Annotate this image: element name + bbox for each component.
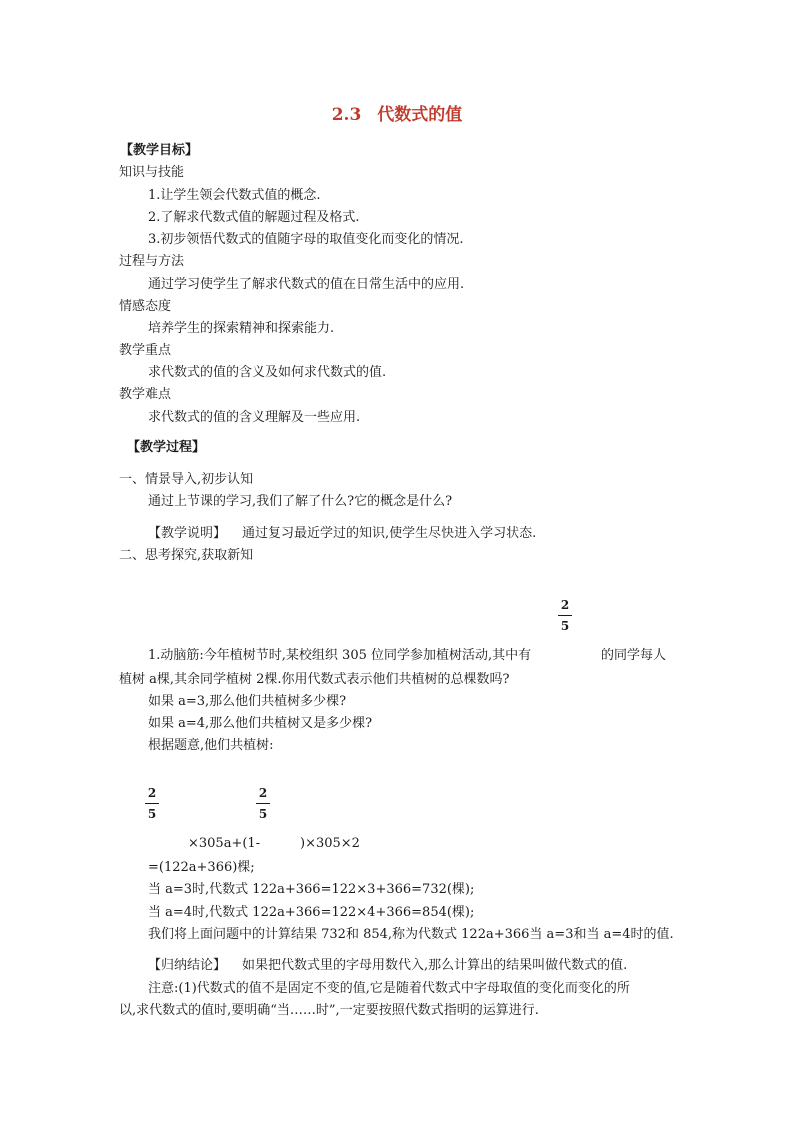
difficulty-heading: 教学难点 [119,387,172,402]
question-3: 如果 a=4,那么他们共植树又是多少棵? [148,716,373,731]
key-point-item: 求代数式的值的含义及如何求代数式的值. [148,365,387,380]
fraction-numerator: 2 [560,598,570,612]
fraction-bar [256,803,270,804]
knowledge-heading: 知识与技能 [119,165,185,180]
result-line-4: 我们将上面问题中的计算结果 732和 854,称为代数式 122a+366当 a=3和当 a=4时的值. [148,927,674,942]
process-heading: 【教学过程】 [127,440,206,455]
fraction-denominator: 5 [147,807,157,821]
knowledge-item-2: 2.了解求代数式值的解题过程及格式. [148,210,360,225]
fraction-two-fifths [256,786,270,821]
key-point-heading: 教学重点 [119,343,172,358]
goals-heading: 【教学目标】 [120,143,199,158]
conclusion-text: 如果把代数式里的字母用数代入,那么计算出的结果叫做代数式的值. [242,958,628,973]
teaching-note [148,526,536,542]
teaching-note-label: 【教学说明】 [148,526,227,541]
knowledge-item-1: 1.让学生领会代数式值的概念. [148,188,321,203]
attitude-item: 培养学生的探索精神和探索能力. [148,321,335,336]
result-line-1: =(122a+366)棵; [148,860,255,875]
fraction-numerator: 2 [258,786,268,800]
process-method-heading: 过程与方法 [119,254,185,269]
difficulty-item: 求代数式的值的含义理解及一些应用. [148,410,361,425]
page-title [0,104,794,126]
fraction-bar [145,803,159,804]
attitude-heading: 情感态度 [119,299,172,314]
fraction-numerator: 2 [147,786,157,800]
expression-part-b: )×305×2 [300,836,360,851]
fraction-denominator: 5 [258,807,268,821]
question-2: 如果 a=3,那么他们共植树多少棵? [148,694,347,709]
attention-line-1: 注意:(1)代数式的值不是固定不变的值,它是随着代数式中字母取值的变化而变化的所 [148,981,630,996]
conclusion-label: 【归纳结论】 [148,958,227,973]
section-1-text: 通过上节课的学习,我们了解了什么?它的概念是什么? [148,494,453,509]
process-method-item: 通过学习使学生了解求代数式的值在日常生活中的应用. [148,277,465,292]
section-2-heading: 二、思考探究,获取新知 [119,548,254,563]
section-number: 2.3 [331,105,362,125]
result-line-3: 当 a=4时,代数式 122a+366=122×4+366=854(棵); [148,905,475,920]
knowledge-item-3: 3.初步领悟代数式的值随字母的取值变化而变化的情况. [148,232,464,247]
fraction-denominator: 5 [560,619,570,633]
expression-part-a: ×305a+(1- [188,836,261,851]
section-1-heading: 一、情景导入,初步认知 [119,472,254,487]
fraction-two-fifths [145,786,159,821]
question-4: 根据题意,他们共植树: [148,738,274,753]
conclusion [148,958,627,974]
attention-line-2: 以,求代数式的值时,要明确“当……时”,一定要按照代数式指明的运算进行. [119,1003,539,1018]
question-1-part-c: 植树 a棵,其余同学植树 2棵.你用代数式表示他们共植树的总棵数吗? [119,672,510,687]
section-title: 代数式的值 [377,105,463,125]
result-line-2: 当 a=3时,代数式 122a+366=122×3+366=732(棵); [148,882,475,897]
teaching-note-text: 通过复习最近学过的知识,使学生尽快进入学习状态. [242,526,537,541]
fraction-two-fifths [558,598,572,633]
question-1-part-a: 1.动脑筋:今年植树节时,某校组织 305 位同学参加植树活动,其中有 [148,648,532,663]
question-1-part-b: 的同学每人 [601,648,667,663]
fraction-bar [558,615,572,616]
